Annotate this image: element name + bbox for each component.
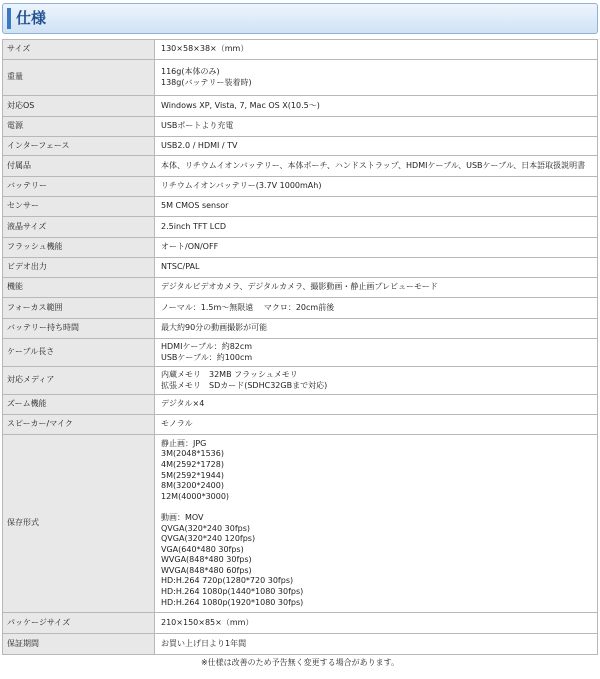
spec-value-line: ノーマル：1.5m〜無限遠 マクロ：20cm前後 [161, 302, 335, 312]
spec-row [3, 117, 598, 137]
spec-value [155, 156, 598, 177]
spec-value [155, 217, 598, 238]
spec-value [155, 319, 598, 339]
spec-value-line: 拡張メモリ SDカード(SDHC32GBまで対応) [161, 380, 328, 390]
spec-value [155, 96, 598, 117]
spec-value [155, 177, 598, 197]
spec-value-line: HD:H.264 720p(1280*720 30fps) [161, 576, 294, 586]
spec-label: 付属品 [3, 156, 155, 177]
spec-value-line: 静止画：JPG [161, 438, 207, 448]
spec-row [3, 435, 598, 613]
spec-value-line: USB2.0 / HDMI / TV [161, 140, 238, 150]
spec-label: ケーブル長さ [3, 339, 155, 367]
spec-value-line: QVGA(320*240 120fps) [161, 534, 256, 544]
spec-value-line: 210×150×85×（mm） [161, 617, 254, 627]
spec-value-line: 8M(3200*2400) [161, 481, 224, 491]
spec-row [3, 319, 598, 339]
spec-value-line: HDMIケーブル：約82cm [161, 341, 253, 351]
spec-value-line: 動画：MOV [161, 512, 204, 522]
spec-row [3, 395, 598, 415]
spec-row [3, 40, 598, 60]
spec-value-line: 138g(バッテリー装着時) [161, 77, 252, 87]
spec-label: インターフェース [3, 137, 155, 156]
spec-row [3, 197, 598, 217]
spec-row [3, 258, 598, 278]
spec-value-line: 116g(本体のみ) [161, 66, 220, 76]
spec-row [3, 613, 598, 634]
section-title: 仕様 [16, 9, 47, 27]
spec-value [155, 60, 598, 96]
spec-value [155, 278, 598, 298]
spec-value [155, 367, 598, 395]
spec-value [155, 197, 598, 217]
spec-value [155, 298, 598, 319]
spec-value-line: VGA(640*480 30fps) [161, 544, 244, 554]
spec-row [3, 339, 598, 367]
spec-label: パッケージサイズ [3, 613, 155, 634]
spec-value [155, 117, 598, 137]
spec-label: サイズ [3, 40, 155, 60]
footnote: ※仕様は改善のため予告無く変更する場合があります。 [200, 658, 400, 667]
spec-value [155, 238, 598, 258]
spec-table [2, 39, 598, 655]
spec-value-line: QVGA(320*240 30fps) [161, 523, 251, 533]
spec-row [3, 238, 598, 258]
spec-row [3, 634, 598, 655]
spec-value-line: 3M(2048*1536) [161, 449, 224, 459]
spec-label: 保証期間 [3, 634, 155, 655]
spec-row [3, 217, 598, 238]
spec-value [155, 634, 598, 655]
spec-value [155, 40, 598, 60]
spec-row [3, 137, 598, 156]
spec-label: 対応OS [3, 96, 155, 117]
spec-value-line: デジタル×4 [161, 399, 205, 409]
spec-value-line: USBポートより充電 [161, 121, 234, 131]
spec-value-line: 130×58×38×（mm） [161, 44, 249, 54]
spec-value [155, 339, 598, 367]
spec-value-line: デジタルビデオカメラ、デジタルカメラ、撮影動画・静止画プレビューモード [161, 282, 438, 292]
spec-label: ズーム機能 [3, 395, 155, 415]
spec-value [155, 613, 598, 634]
spec-value-line: 4M(2592*1728) [161, 459, 224, 469]
spec-value [155, 137, 598, 156]
spec-value-line [161, 502, 593, 513]
spec-label: 保存形式 [3, 435, 155, 613]
spec-value-line: 2.5inch TFT LCD [161, 221, 227, 231]
spec-label: センサー [3, 197, 155, 217]
spec-row [3, 367, 598, 395]
spec-value [155, 258, 598, 278]
spec-value-line: HD:H.264 1080p(1920*1080 30fps) [161, 597, 304, 607]
spec-label: バッテリー持ち時間 [3, 319, 155, 339]
spec-value [155, 395, 598, 415]
spec-value-line: モノラル [161, 419, 193, 429]
spec-label: バッテリー [3, 177, 155, 197]
spec-value-line: HD:H.264 1080p(1440*1080 30fps) [161, 587, 304, 597]
spec-row [3, 415, 598, 435]
spec-value-line: リチウムイオンバッテリー(3.7V 1000mAh) [161, 181, 322, 191]
header-accent-bar [7, 8, 11, 29]
spec-value-line: 5M(2592*1944) [161, 470, 224, 480]
spec-value-line: WVGA(848*480 60fps) [161, 565, 252, 575]
spec-row [3, 96, 598, 117]
spec-value-line: WVGA(848*480 30fps) [161, 555, 252, 565]
spec-label: フォーカス範囲 [3, 298, 155, 319]
spec-label: スピーカー/マイク [3, 415, 155, 435]
spec-row [3, 177, 598, 197]
spec-row [3, 60, 598, 96]
spec-row [3, 156, 598, 177]
spec-value-line: 本体、リチウムイオンバッテリー、本体ポーチ、ハンドストラップ、HDMIケーブル、USBケーブル、日本語取扱説明書 [161, 160, 586, 170]
spec-label: 対応メディア [3, 367, 155, 395]
spec-value-line: 内蔵メモリ 32MB フラッシュメモリ [161, 369, 298, 379]
spec-value [155, 435, 598, 613]
spec-label: 機能 [3, 278, 155, 298]
spec-value-line: 5M CMOS sensor [161, 201, 229, 211]
spec-value-line: 最大約90分の動画撮影が可能 [161, 323, 268, 333]
spec-value-line: USBケーブル：約100cm [161, 352, 253, 362]
spec-value-line: オート/ON/OFF [161, 242, 219, 252]
spec-row [3, 278, 598, 298]
spec-value-line: 12M(4000*3000) [161, 491, 230, 501]
spec-label: 重量 [3, 60, 155, 96]
section-header [2, 3, 598, 34]
spec-label: フラッシュ機能 [3, 238, 155, 258]
spec-label: 電源 [3, 117, 155, 137]
spec-value [155, 415, 598, 435]
spec-label: ビデオ出力 [3, 258, 155, 278]
spec-label: 液晶サイズ [3, 217, 155, 238]
spec-row [3, 298, 598, 319]
spec-value-line: NTSC/PAL [161, 262, 200, 272]
spec-value-line: Windows XP, Vista, 7, Mac OS X(10.5〜) [161, 100, 320, 110]
spec-value-line: お買い上げ日より1年間 [161, 638, 247, 648]
